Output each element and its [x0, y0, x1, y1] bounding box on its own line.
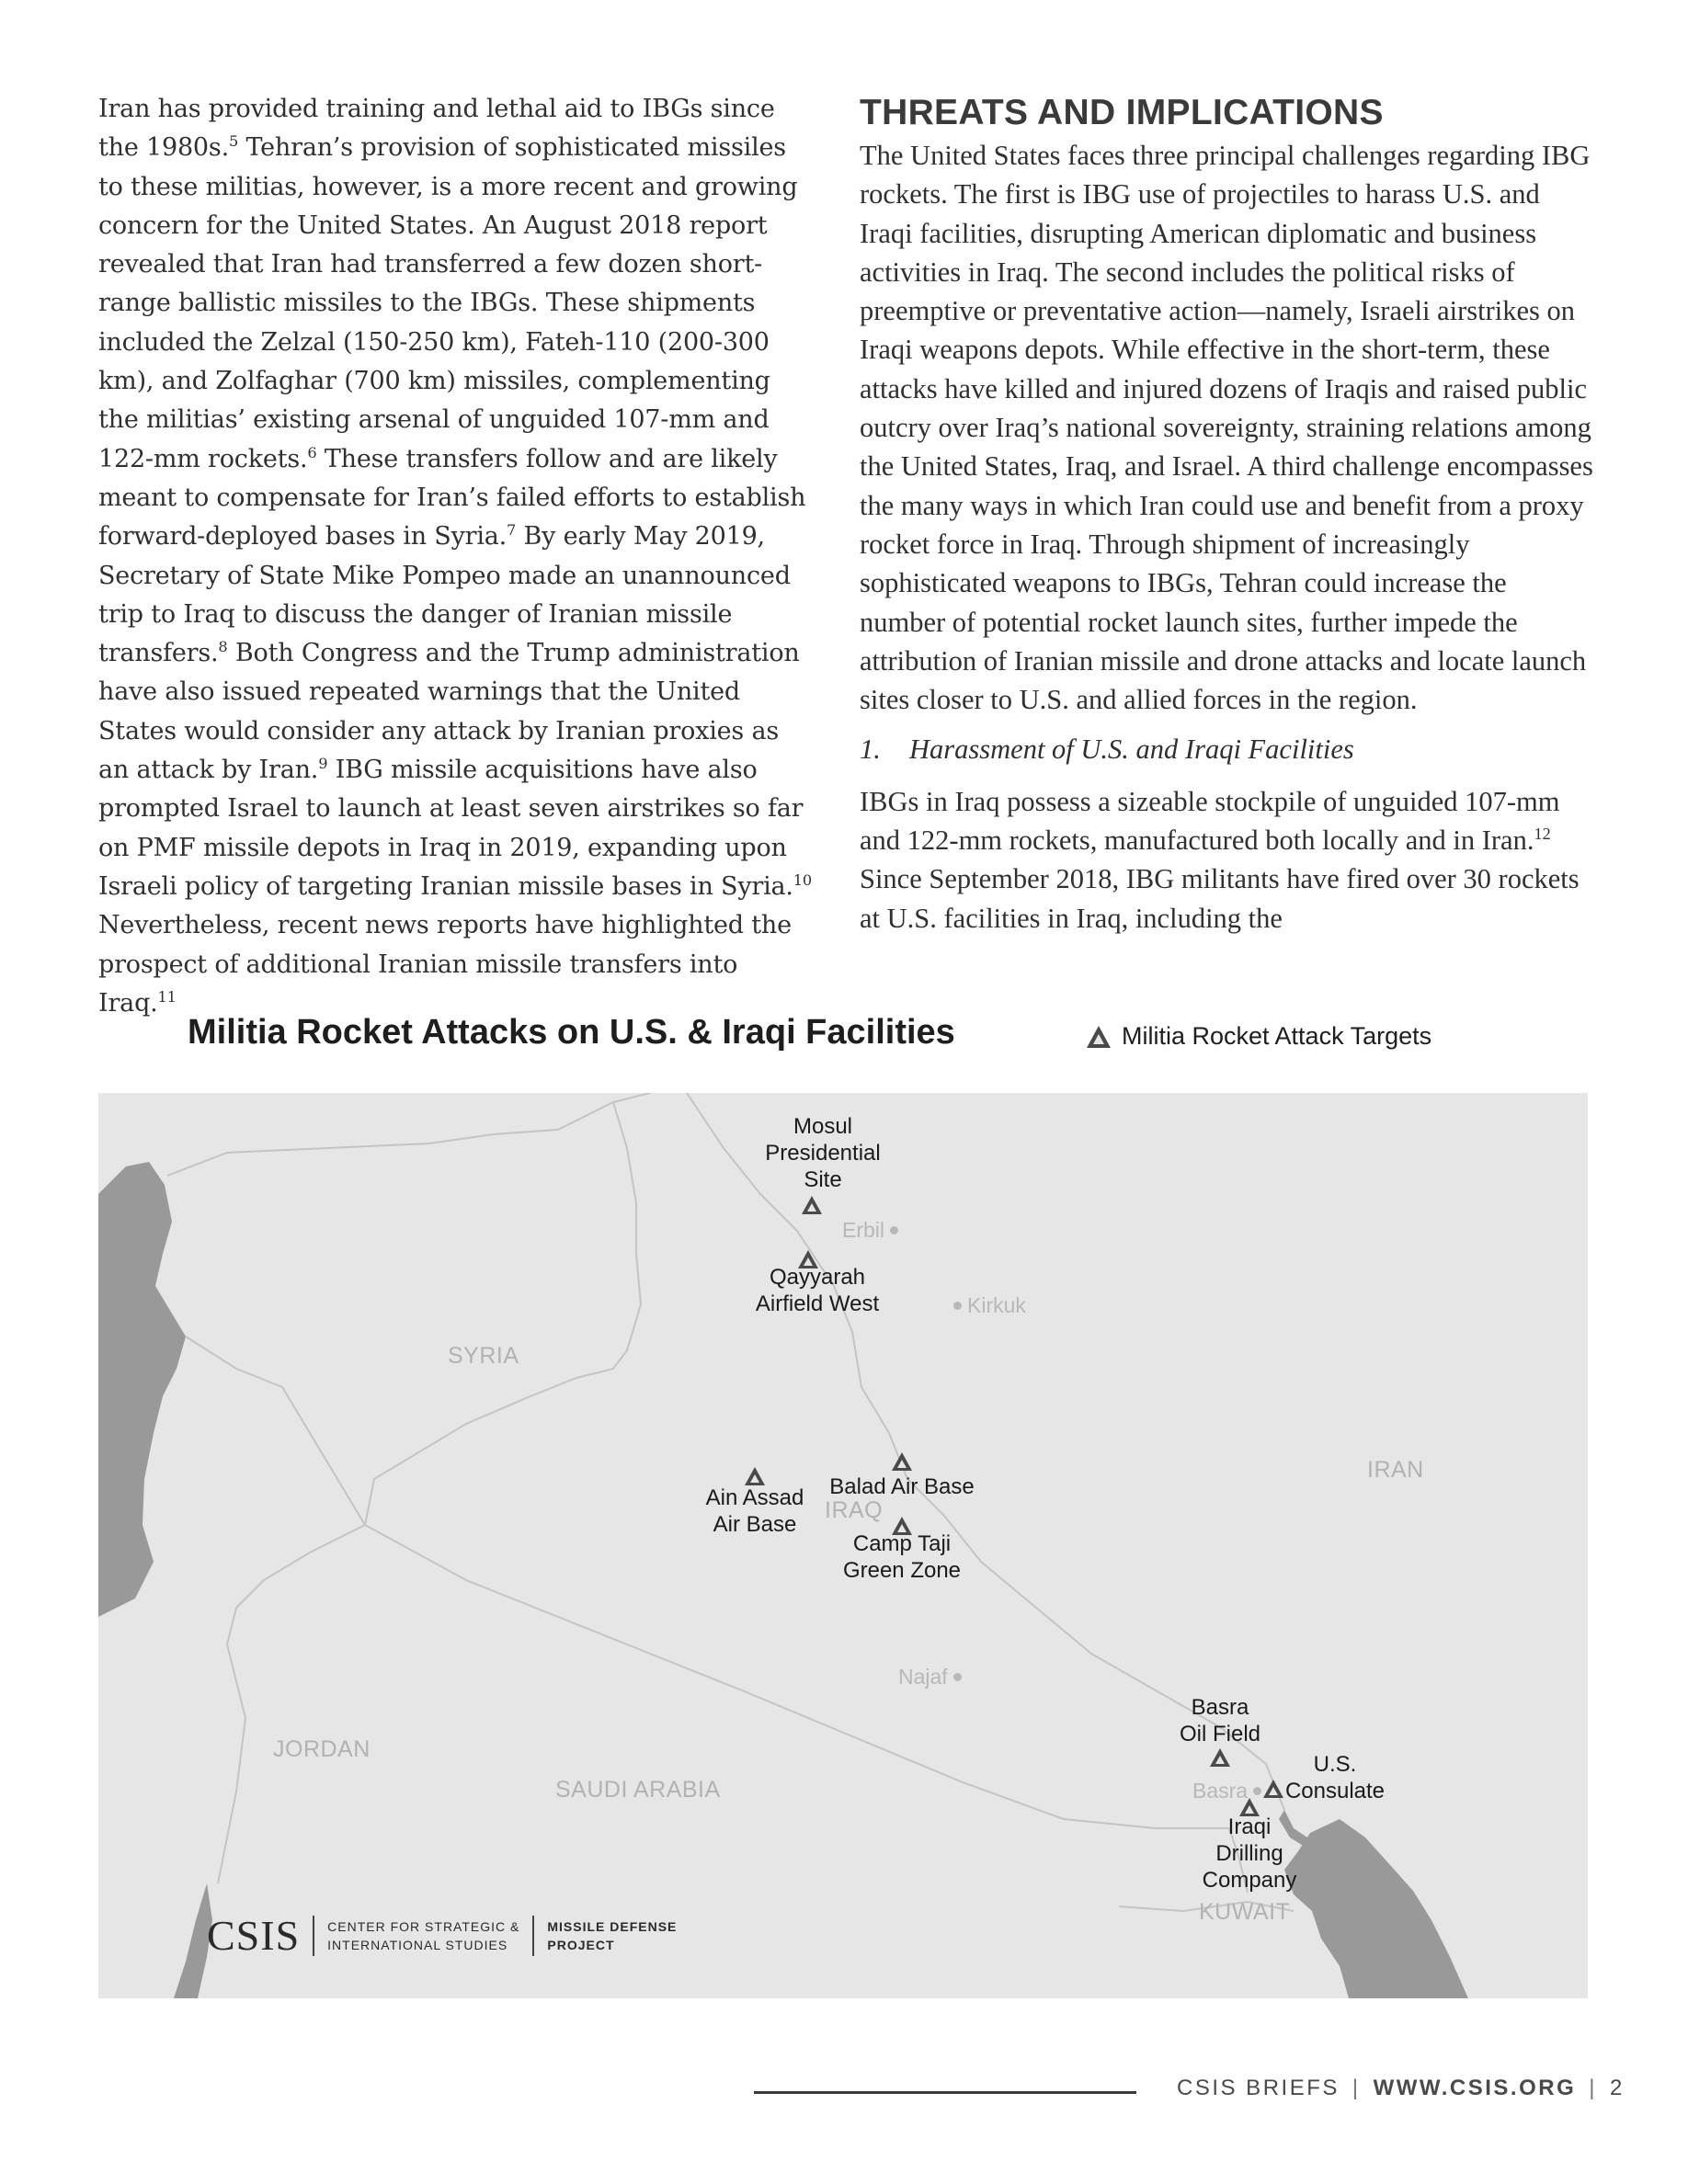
- country-label-iraq: IRAQ: [825, 1497, 884, 1523]
- border-syria-jordan: [186, 1337, 365, 1525]
- border-turkey-syria: [167, 1093, 650, 1176]
- body-text-run: By early May 2019, Secretary of State Mike Pompeo made an unannounced trip to Iraq to discuss the danger of Iranian missile transfers.: [98, 522, 791, 668]
- site-label-basra-oil-field: Basra Oil Field: [1179, 1695, 1261, 1746]
- site-label-iraqi-drilling: Iraqi Drilling Company: [1202, 1814, 1297, 1893]
- footnote-marker: 10: [793, 870, 812, 889]
- csis-logo: [207, 1911, 677, 1960]
- footnote-marker: 11: [157, 987, 177, 1006]
- footnote-marker: 6: [307, 443, 317, 461]
- footnote-marker: 8: [218, 638, 228, 656]
- mediterranean-sea: [98, 1162, 186, 1617]
- site-label-mosul: Mosul Presidential Site: [765, 1114, 881, 1192]
- site-label-qayyarah: Qayyarah Airfield West: [755, 1265, 880, 1316]
- body-text-run: Nevertheless, recent news reports have highlighted the prospect of additional Iranian missile transfers into Iraq.: [98, 911, 792, 1018]
- site-label-ain-assad: Ain Assad Air Base: [705, 1485, 804, 1537]
- footer: [1177, 2076, 1625, 2101]
- country-label-kuwait: KUWAIT: [1199, 1899, 1291, 1925]
- footnote-marker: 12: [1534, 824, 1551, 843]
- footer-publication: CSIS BRIEFS: [1177, 2076, 1340, 2100]
- border-syria-iraq: [365, 1102, 641, 1525]
- footnote-marker: 7: [507, 521, 517, 540]
- footnote-marker: 5: [228, 132, 239, 151]
- csis-wordmark: CSIS: [207, 1912, 301, 1959]
- country-label-jordan: JORDAN: [273, 1736, 371, 1762]
- country-label-syria: SYRIA: [448, 1343, 519, 1369]
- city-dot-icon: [953, 1673, 962, 1681]
- body-text-run: IBGs in Iraq possess a sizeable stockpile of unguided 107-mm and 122-mm rockets, manufactured both locally and in Iran.: [860, 785, 1560, 857]
- right-body-paragraph-2: [860, 782, 1595, 938]
- footer-rule: [754, 2091, 1136, 2094]
- body-text-run: Both Congress and the Trump administration have also issued repeated warnings that the United States would consider any attack by Iranian proxies as an attack by Iran.: [98, 639, 800, 785]
- footer-separator: |: [1589, 2076, 1597, 2100]
- body-text-run: These transfers follow and are likely meant to compensate for Iran’s failed efforts to establish forward-deployed bases in Syria.: [98, 444, 806, 552]
- footer-website[interactable]: WWW.CSIS.ORG: [1373, 2076, 1577, 2100]
- map-title: Militia Rocket Attacks on U.S. & Iraqi Facilities: [188, 1013, 955, 1052]
- city-dot-icon: [890, 1226, 898, 1234]
- site-label-balad: Balad Air Base: [829, 1474, 975, 1499]
- city-label-erbil: Erbil: [842, 1218, 885, 1242]
- country-label-iran: IRAN: [1367, 1457, 1424, 1483]
- triangle-marker-icon: [744, 1466, 766, 1486]
- subsection-number: 1.: [860, 734, 881, 766]
- city-dot-icon: [1253, 1787, 1261, 1795]
- map-legend: [1085, 1022, 1431, 1051]
- city-dot-icon: [953, 1302, 962, 1310]
- triangle-marker-icon: [1085, 1024, 1112, 1050]
- body-text-run: Tehran’s provision of sophisticated missiles to these militias, however, is a more recent and growing concern for the United States. An August 2018 report revealed that Iran had transferred a few dozen short-range ballistic missiles to the IBGs. These shipments included the Zelzal (150-250 km), Fateh-110 (200-300 km), and Zolfaghar (700 km) missiles, complementing the militias’ existing arsenal of unguided 107-mm and 122-mm rockets.: [98, 133, 798, 473]
- map: [98, 1093, 1588, 1998]
- subsection-heading: [860, 730, 1595, 768]
- footer-separator: |: [1352, 2076, 1361, 2100]
- subsection-title: Harassment of U.S. and Iraqi Facilities: [909, 734, 1354, 766]
- logo-divider: [313, 1916, 314, 1956]
- body-text-run: Since September 2018, IBG militants have fired over 30 rockets at U.S. facilities in Iraq, including the: [860, 863, 1580, 934]
- site-label-camp-taji: Camp Taji Green Zone: [842, 1531, 962, 1583]
- triangle-marker-icon: [1209, 1747, 1231, 1768]
- country-label-saudi-arabia: SAUDI ARABIA: [555, 1777, 721, 1803]
- city-label-najaf: Najaf: [898, 1665, 948, 1689]
- logo-divider: [532, 1916, 534, 1956]
- city-label-kirkuk: Kirkuk: [967, 1293, 1026, 1317]
- logo-center-name: CENTER FOR STRATEGIC & INTERNATIONAL STUDIES: [327, 1918, 520, 1952]
- left-body-paragraph: [98, 90, 815, 1023]
- triangle-marker-icon: [801, 1195, 823, 1215]
- triangle-marker-icon: [891, 1451, 913, 1472]
- body-text-run: Iran has provided training and lethal aid to IBGs since the 1980s.: [98, 95, 775, 163]
- footer-page-number: 2: [1610, 2076, 1625, 2100]
- logo-project-name: MISSILE DEFENSE PROJECT: [547, 1918, 678, 1952]
- right-body-paragraph-1: The United States faces three principal challenges regarding IBG rockets. The first is IBG use of projectiles to harass U.S. and Iraqi facilities, disrupting American diplomatic and business activities in Iraq. The second includes the political risks of preemptive or preventative action—namely, Israeli airstrikes on Iraqi weapons depots. While effective in the short-term, these attacks have killed and injured dozens of Iraqis and raised public outcry over Iraq’s national sovereignty, straining relations among the United States, Iraq, and Israel. A third challenge encompasses the many ways in which Iran could use and benefit from a proxy rocket force in Iraq. Through shipment of increasingly sophisticated weapons to IBGs, Tehran could increase the number of potential rocket launch sites, further impede the attribution of Iranian missile and drone attacks and locate launch sites closer to U.S. and allied forces in the region.: [860, 140, 1593, 716]
- right-column: [860, 90, 1595, 938]
- site-label-us-consulate: U.S. Consulate: [1284, 1752, 1386, 1803]
- left-column: [98, 90, 815, 1023]
- section-heading: THREATS AND IMPLICATIONS: [860, 93, 1384, 132]
- footnote-marker: 9: [318, 755, 328, 773]
- city-najaf: [898, 1665, 962, 1689]
- city-erbil: [842, 1218, 898, 1243]
- body-text-run: IBG missile acquisitions have also prompted Israel to launch at least seven airstrikes so far on PMF missile depots in Iraq in 2019, expanding upon Israeli policy of targeting Iranian missile bases in Syria.: [98, 756, 804, 901]
- legend-label: Militia Rocket Attack Targets: [1122, 1022, 1432, 1050]
- border-iraq-saudi: [365, 1525, 1229, 1828]
- border-jordan-saudi: [218, 1525, 365, 1883]
- city-kirkuk: [953, 1293, 1026, 1318]
- city-label-basra: Basra: [1192, 1779, 1249, 1803]
